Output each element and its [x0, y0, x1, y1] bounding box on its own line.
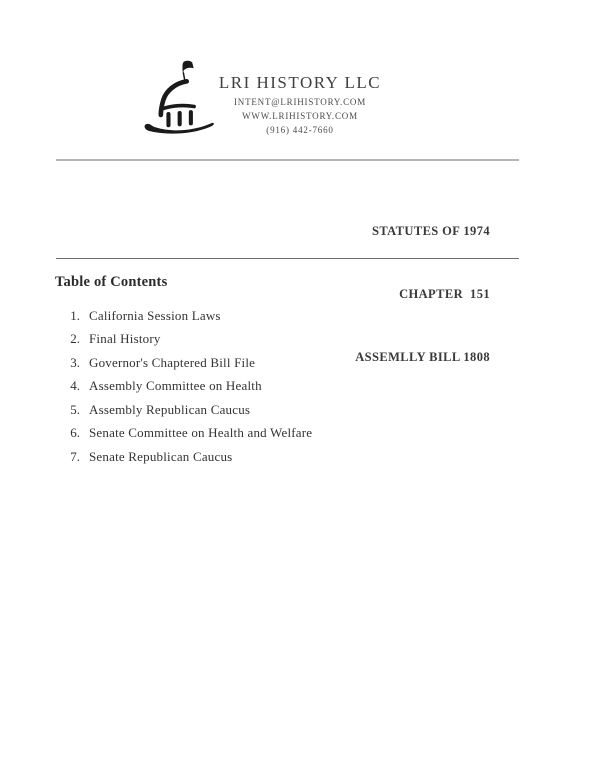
toc-item-label: Assembly Committee on Health [89, 378, 262, 394]
toc-item [68, 356, 488, 379]
toc-item-label: Senate Republican Caucus [89, 448, 233, 464]
toc-item-label: California Session Laws [89, 308, 221, 323]
company-name: LRI HISTORY LLC [218, 73, 382, 92]
header-divider-line [56, 159, 519, 161]
toc-item-number: 1. [70, 308, 80, 323]
toc-item-label: Senate Committee on Health and Welfare [89, 425, 313, 441]
toc-item-label: Assembly Republican Caucus [89, 401, 251, 417]
toc-item-number: 7. [70, 448, 80, 464]
toc-item [68, 309, 488, 332]
contact-phone: (916) 442-7660 [266, 125, 334, 135]
toc-item-label: Final History [89, 331, 161, 347]
contact-block [150, 95, 450, 137]
toc-item [68, 450, 488, 473]
contact-website: WWW.LRIHISTORY.COM [242, 111, 358, 121]
toc-item-label: Governor's Chaptered Bill File [89, 354, 256, 370]
chapter-line: CHAPTER 151 [399, 287, 490, 301]
statutes-line: STATUTES OF 1974 [372, 224, 490, 238]
toc-item-number: 6. [70, 425, 80, 441]
toc-item [68, 403, 488, 426]
letterhead [150, 73, 450, 137]
contact-email: INTENT@LRIHISTORY.COM [233, 97, 366, 107]
bill-line: ASSEMLLY BILL 1808 [355, 350, 490, 364]
section-divider-line [56, 258, 519, 259]
toc-item-number: 5. [70, 401, 80, 417]
toc-item [68, 332, 488, 355]
toc-heading: Table of Contents [55, 274, 168, 290]
toc-item-number: 4. [70, 378, 80, 394]
toc-item [68, 426, 488, 449]
toc-list [68, 309, 488, 473]
toc-item-number: 3. [70, 354, 80, 370]
toc-item [68, 379, 488, 402]
toc-item-number: 2. [70, 331, 80, 347]
